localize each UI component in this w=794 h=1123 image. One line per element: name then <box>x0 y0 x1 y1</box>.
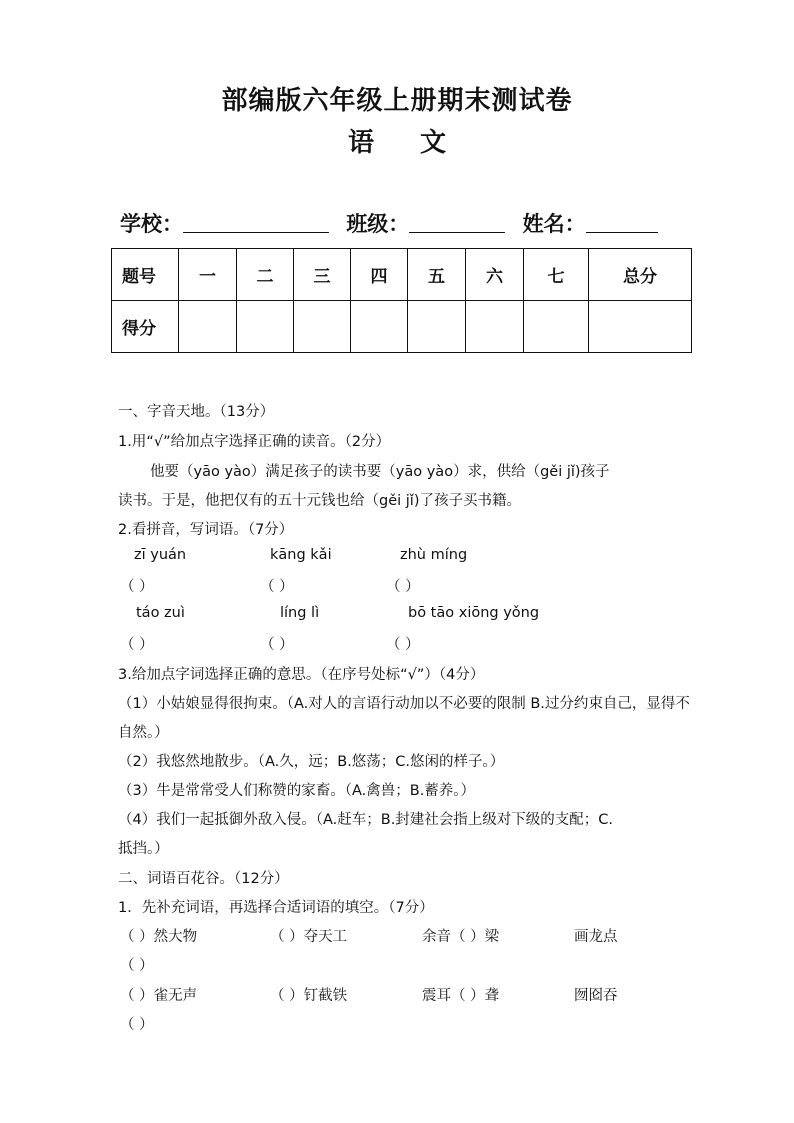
pinyin-4: táo zuì <box>136 605 185 621</box>
pinyin-5: líng lì <box>280 605 320 621</box>
score-cell-7: 七 <box>524 249 589 301</box>
class-blank[interactable] <box>409 212 505 233</box>
score-cell-4: 四 <box>351 249 408 301</box>
answer-bracket-4[interactable]: （ ） <box>120 637 154 653</box>
word-fill-4-bracket[interactable]: （ ） <box>120 958 154 974</box>
q3-item-1-line-1: （1）小姑娘显得很拘束。（A.对人的言语行动加以不必要的限制 B.过分约束自己，显得不 <box>118 696 690 712</box>
word-fill-7[interactable]: 震耳（ ）聋 <box>422 988 500 1004</box>
answer-bracket-6[interactable]: （ ） <box>386 637 420 653</box>
section-2-title: 二、词语百花谷。（12分） <box>118 871 289 887</box>
score-cell-2: 二 <box>237 249 294 301</box>
s2-q1-title: 1．先补充词语，再选择合适词语的填空。（7分） <box>118 900 434 916</box>
score-cell-6: 六 <box>466 249 524 301</box>
section-1-title: 一、字音天地。（13分） <box>118 404 275 420</box>
pinyin-6: bō tāo xiōng yǒng <box>408 605 540 621</box>
q3-item-3: （3）牛是常常受人们称赞的家畜。（A.禽兽；B.蓄养。） <box>118 783 476 799</box>
score-cell-5: 五 <box>408 249 466 301</box>
score-input-7[interactable] <box>524 301 589 353</box>
score-input-4[interactable] <box>351 301 408 353</box>
score-input-total[interactable] <box>589 301 692 353</box>
score-table-header-row <box>112 249 692 301</box>
answer-bracket-2[interactable]: （ ） <box>260 579 294 595</box>
name-blank[interactable] <box>586 212 658 233</box>
word-fill-1[interactable]: （ ）然大物 <box>120 929 198 945</box>
score-row-label: 得分 <box>112 301 179 353</box>
score-input-1[interactable] <box>179 301 237 353</box>
school-blank[interactable] <box>183 212 329 233</box>
class-label: 班级： <box>346 211 410 236</box>
score-table-score-row <box>112 301 692 353</box>
q3-item-1-line-2: 自然。） <box>118 725 169 741</box>
exam-title: 部编版六年级上册期末测试卷 <box>221 86 573 116</box>
q1-text-line-1: 他要（yāo yào）满足孩子的读书要（yāo yào）求，供给（gěi jǐ)孩子 <box>150 464 610 480</box>
word-fill-5[interactable]: （ ）雀无声 <box>120 988 198 1004</box>
score-input-3[interactable] <box>294 301 351 353</box>
word-fill-8-bracket[interactable]: （ ） <box>120 1017 154 1033</box>
word-fill-3[interactable]: 余音（ ）梁 <box>422 929 500 945</box>
q3-item-4-line-1: （4）我们一起抵御外敌入侵。（A.赶车；B.封建社会指上级对下级的支配；C. <box>118 812 614 828</box>
word-fill-8: 囫囵吞 <box>574 988 618 1004</box>
score-table <box>111 248 692 353</box>
score-cell-label: 题号 <box>112 249 179 301</box>
student-info-row <box>120 208 680 238</box>
answer-bracket-5[interactable]: （ ） <box>260 637 294 653</box>
word-fill-2[interactable]: （ ）夺天工 <box>270 929 348 945</box>
subject-title <box>0 122 794 159</box>
subject-char-1: 语 <box>347 128 374 158</box>
score-input-6[interactable] <box>466 301 524 353</box>
q3-title: 3.给加点字词选择正确的意思。（在序号处标“√”）（4分） <box>118 667 485 683</box>
q1-text-line-2: 读书。于是，他把仅有的五十元钱也给（gěi jǐ)了孩子买书籍。 <box>118 493 521 509</box>
word-fill-4: 画龙点 <box>574 929 618 945</box>
score-input-2[interactable] <box>237 301 294 353</box>
answer-bracket-3[interactable]: （ ） <box>386 579 420 595</box>
score-input-5[interactable] <box>408 301 466 353</box>
q1-title: 1.用“√”给加点字选择正确的读音。（2分） <box>118 434 391 450</box>
pinyin-2: kāng kǎi <box>270 547 332 563</box>
pinyin-3: zhù míng <box>400 547 468 563</box>
answer-bracket-1[interactable]: （ ） <box>120 579 154 595</box>
pinyin-1: zī yuán <box>134 547 187 563</box>
score-cell-total: 总分 <box>589 249 692 301</box>
q3-item-4-line-2: 抵挡。） <box>118 841 169 857</box>
name-label: 姓名： <box>522 211 586 236</box>
word-fill-6[interactable]: （ ）钉截铁 <box>270 988 348 1004</box>
score-cell-1: 一 <box>179 249 237 301</box>
subject-char-2: 文 <box>420 128 447 158</box>
school-label: 学校： <box>120 211 183 236</box>
q3-item-2: （2）我悠然地散步。（A.久，远；B.悠荡；C.悠闲的样子。） <box>118 754 505 770</box>
q2-title: 2.看拼音，写词语。（7分） <box>118 522 294 538</box>
score-cell-3: 三 <box>294 249 351 301</box>
